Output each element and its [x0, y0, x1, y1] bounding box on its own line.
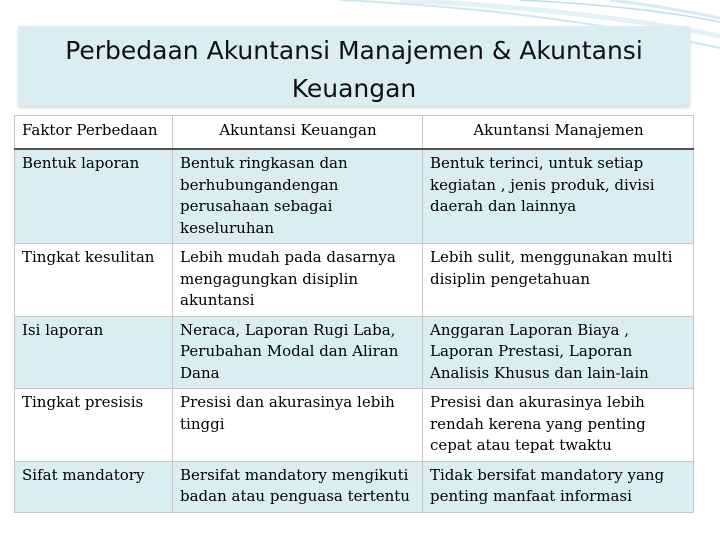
keuangan-cell: Neraca, Laporan Rugi Laba, Perubahan Modal dan Aliran Dana [173, 316, 423, 389]
table-row [15, 244, 694, 317]
keuangan-cell: Lebih mudah pada dasarnya mengagungkan disiplin akuntansi [173, 244, 423, 317]
manajemen-cell: Presisi dan akurasinya lebih rendah kerena yang penting cepat atau tepat twaktu [423, 389, 694, 462]
keuangan-cell: Presisi dan akurasinya lebih tinggi [173, 389, 423, 462]
table-row [15, 149, 694, 244]
manajemen-cell: Anggaran Laporan Biaya , Laporan Prestasi, Laporan Analisis Khusus dan lain-lain [423, 316, 694, 389]
factor-cell: Sifat mandatory [15, 461, 173, 512]
header-keuangan: Akuntansi Keuangan [173, 116, 423, 150]
table-row [15, 461, 694, 512]
keuangan-cell: Bersifat mandatory mengikuti badan atau penguasa tertentu [173, 461, 423, 512]
manajemen-cell: Lebih sulit, menggunakan multi disiplin pengetahuan [423, 244, 694, 317]
factor-cell: Isi laporan [15, 316, 173, 389]
header-faktor: Faktor Perbedaan [15, 116, 173, 150]
slide-title: Perbedaan Akuntansi Manajemen & Akuntansi Keuangan [65, 36, 643, 103]
table-row [15, 316, 694, 389]
factor-cell: Tingkat presisis [15, 389, 173, 462]
factor-cell: Tingkat kesulitan [15, 244, 173, 317]
comparison-table [14, 115, 694, 513]
keuangan-cell: Bentuk ringkasan dan berhubungandengan perusahaan sebagai keseluruhan [173, 149, 423, 244]
header-manajemen: Akuntansi Manajemen [423, 116, 694, 150]
factor-cell: Bentuk laporan [15, 149, 173, 244]
table-header-row [15, 116, 694, 150]
table-row [15, 389, 694, 462]
manajemen-cell: Bentuk terinci, untuk setiap kegiatan , jenis produk, divisi daerah dan lainnya [423, 149, 694, 244]
manajemen-cell: Tidak bersifat mandatory yang penting manfaat informasi [423, 461, 694, 512]
